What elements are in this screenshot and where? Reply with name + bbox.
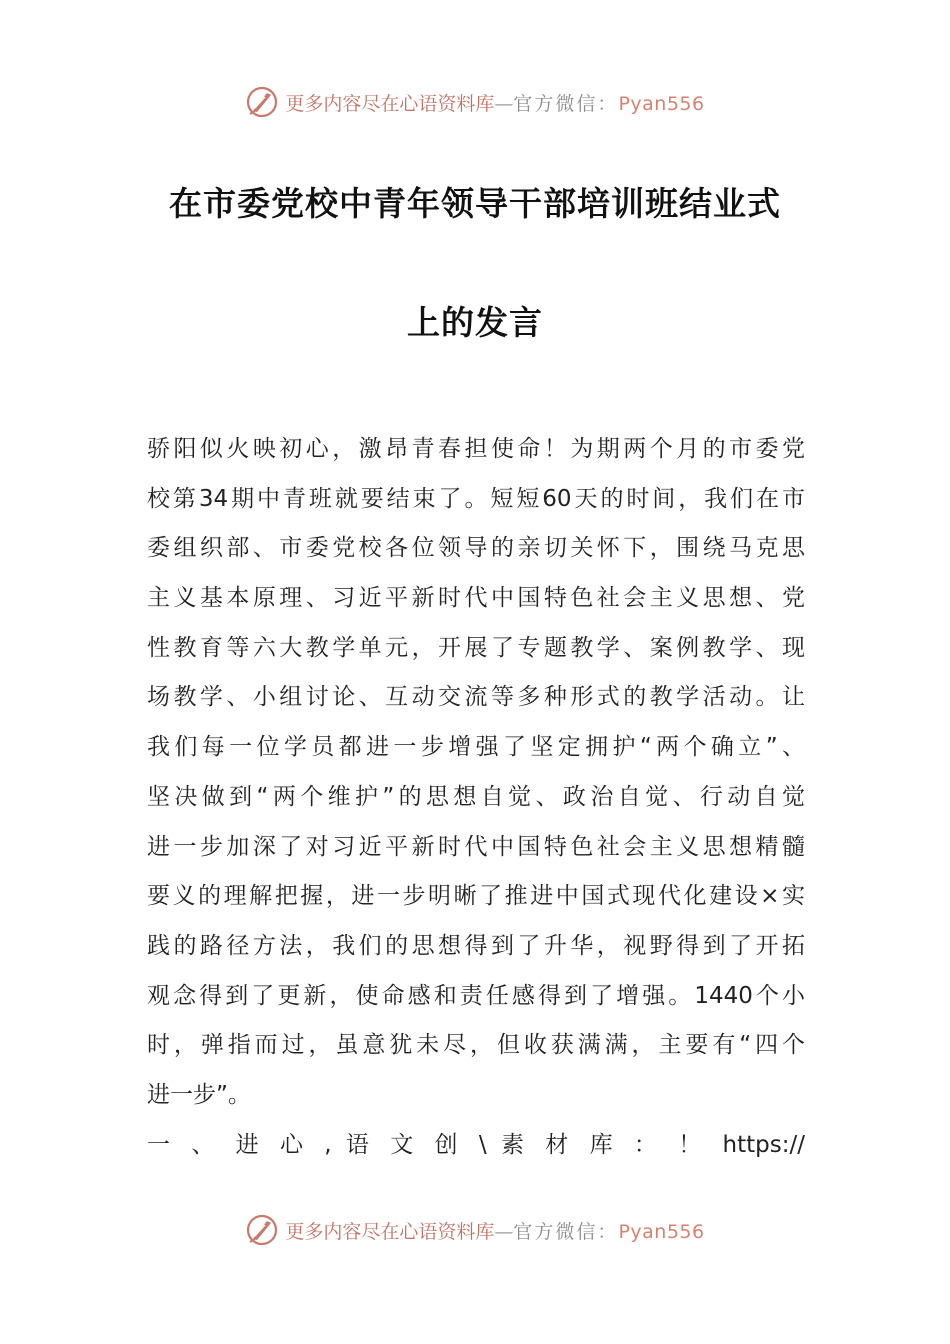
document-title-line-2: 上的发言 [407, 303, 543, 342]
footer-watermark [0, 1210, 950, 1250]
watermark-label: 官方微信： [513, 92, 619, 115]
body-line: 骄阳似火映初心，激昂青春担使命！为期两个月的市委党 [147, 436, 805, 462]
header-watermark [0, 82, 950, 122]
quill-logo-icon [245, 85, 279, 119]
body-line: 观念得到了更新，使命感和责任感得到了增强。1440个小 [147, 982, 805, 1009]
watermark-site-name: 更多内容尽在心语资料库 [285, 1220, 495, 1243]
watermark-text [285, 1217, 704, 1244]
body-line: 我们每一位学员都进一步增强了坚定拥护“两个确立”、 [147, 734, 805, 761]
document-body [147, 425, 805, 1170]
body-line-link-fragment: 一 、 进 心 , 语 文 创 \ 素 材 库 ： ！ https:// [147, 1131, 805, 1158]
watermark-text [285, 89, 704, 116]
body-line: 主义基本原理、习近平新时代中国特色社会主义思想、党 [147, 585, 805, 612]
watermark-wechat-id: Pyan556 [618, 92, 705, 115]
watermark-wechat-id: Pyan556 [618, 1220, 705, 1243]
quill-logo-icon [245, 1213, 279, 1247]
body-line: 进一步加深了对习近平新时代中国特色社会主义思想精髓 [147, 833, 805, 860]
body-line: 校第34期中青班就要结束了。短短60天的时间，我们在市 [147, 485, 805, 512]
document-title-line-1: 在市委党校中青年领导干部培训班结业式 [169, 184, 781, 223]
body-line: 场教学、小组讨论、互动交流等多种形式的教学活动。让 [147, 684, 805, 711]
watermark-dash: — [494, 92, 514, 115]
watermark-site-name: 更多内容尽在心语资料库 [285, 92, 495, 115]
body-line: 践的路径方法，我们的思想得到了升华，视野得到了开拓 [147, 932, 805, 959]
body-line: 要义的理解把握，进一步明晰了推进中国式现代化建设×实 [147, 883, 805, 910]
body-line: 委组织部、市委党校各位领导的亲切关怀下，围绕马克思 [147, 535, 805, 562]
body-line: 性教育等六大教学单元，开展了专题教学、案例教学、现 [147, 634, 805, 661]
body-line: 坚决做到“两个维护”的思想自觉、政治自觉、行动自觉 [147, 783, 805, 810]
body-line: 时，弹指而过，虽意犹未尽，但收获满满，主要有“四个 [147, 1032, 805, 1059]
watermark-dash: — [494, 1220, 514, 1243]
watermark-label: 官方微信： [513, 1220, 619, 1243]
body-line: 进一步”。 [147, 1081, 251, 1108]
